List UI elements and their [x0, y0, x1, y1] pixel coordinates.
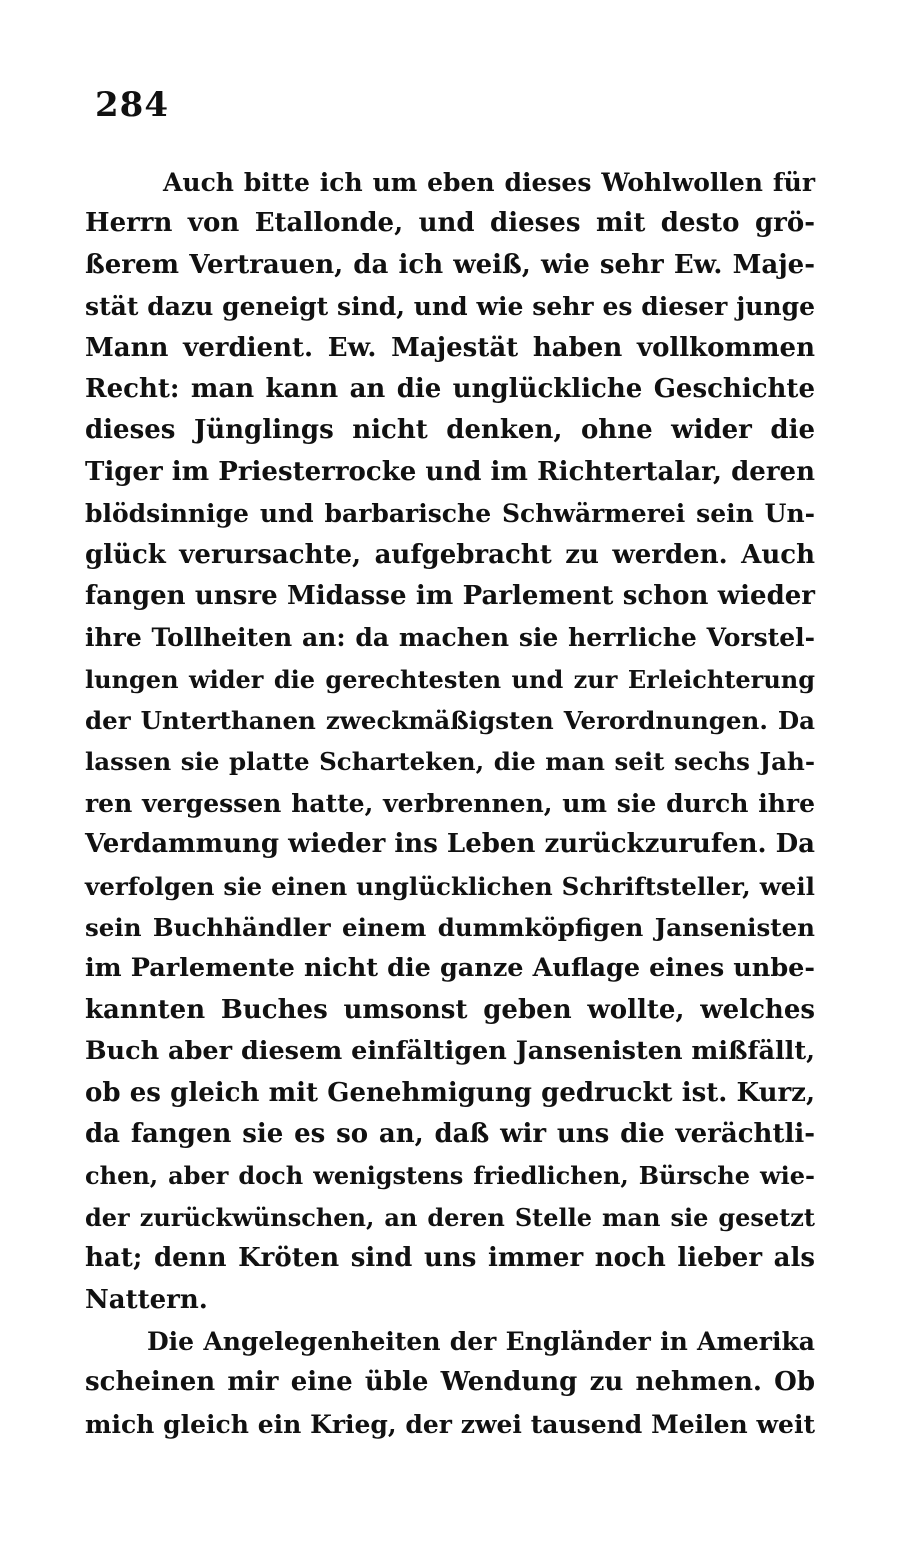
text-line: sein Buchhändler einem dummköpfigen Jansenisten	[85, 913, 815, 943]
text-line: Nattern.	[85, 1284, 208, 1315]
text-line: blödsinnige und barbarische Schwärmerei sein Un-	[85, 499, 815, 529]
text-line: hat; denn Kröten sind uns immer noch lieber als	[85, 1243, 815, 1274]
text-line: Auch bitte ich um eben dieses Wohlwollen für	[163, 168, 815, 197]
text-line: der zurückwünschen, an deren Stelle man sie gesetzt	[85, 1202, 815, 1232]
text-line: Recht: man kann an die unglückliche Geschichte	[85, 373, 815, 404]
text-line: kannten Buches umsonst geben wollte, welches	[85, 994, 815, 1025]
text-line: Buch aber diesem einfältigen Jansenisten mißfällt,	[85, 1036, 815, 1067]
text-line: im Parlemente nicht die ganze Auflage eines unbe-	[85, 953, 815, 984]
text-line: Tiger im Priesterrocke und im Richtertalar, deren	[85, 456, 815, 487]
text-line: mich gleich ein Krieg, der zwei tausend Meilen weit	[85, 1409, 815, 1439]
text-line: Verdammung wieder ins Leben zurückzurufen. Da	[85, 829, 815, 860]
text-line: stät dazu geneigt sind, und wie sehr es dieser junge	[85, 292, 815, 322]
text-line: verfolgen sie einen unglücklichen Schriftsteller, weil	[85, 871, 815, 901]
text-line: scheinen mir eine üble Wendung zu nehmen. Ob	[85, 1367, 815, 1398]
text-line: Die Angelegenheiten der Engländer in Amerika	[147, 1326, 815, 1356]
page-number: 284	[95, 85, 169, 125]
text-line: ob es gleich mit Genehmigung gedruckt ist. Kurz,	[85, 1077, 815, 1108]
text-line: fangen unsre Midasse im Parlement schon wieder	[85, 580, 815, 611]
text-line: ren vergessen hatte, verbrennen, um sie durch ihre	[85, 788, 815, 818]
text-line: ihre Tollheiten an: da machen sie herrliche Vorstel-	[85, 623, 815, 653]
text-line: Mann verdient. Ew. Majestät haben vollkommen	[85, 332, 815, 363]
text-line: glück verursachte, aufgebracht zu werden. Auch	[85, 539, 815, 570]
text-line: der Unterthanen zweckmäßigsten Verordnungen. Da	[85, 706, 815, 736]
body-text	[85, 162, 815, 1445]
paragraph-2	[85, 1321, 815, 1445]
text-line: lassen sie platte Scharteken, die man seit sechs Jah-	[85, 747, 815, 777]
text-line: ßerem Vertrauen, da ich weiß, wie sehr Ew. Maje-	[85, 249, 815, 280]
text-line: dieses Jünglings nicht denken, ohne wider die	[85, 415, 815, 446]
text-line: da fangen sie es so an, daß wir uns die verächtli-	[85, 1118, 815, 1149]
text-line: Herrn von Etallonde, und dieses mit desto grö-	[85, 208, 815, 239]
text-line: chen, aber doch wenigstens friedlichen, Bürsche wie-	[85, 1161, 815, 1191]
paragraph-1	[85, 162, 815, 1321]
text-line: lungen wider die gerechtesten und zur Erleichterung	[85, 664, 815, 694]
